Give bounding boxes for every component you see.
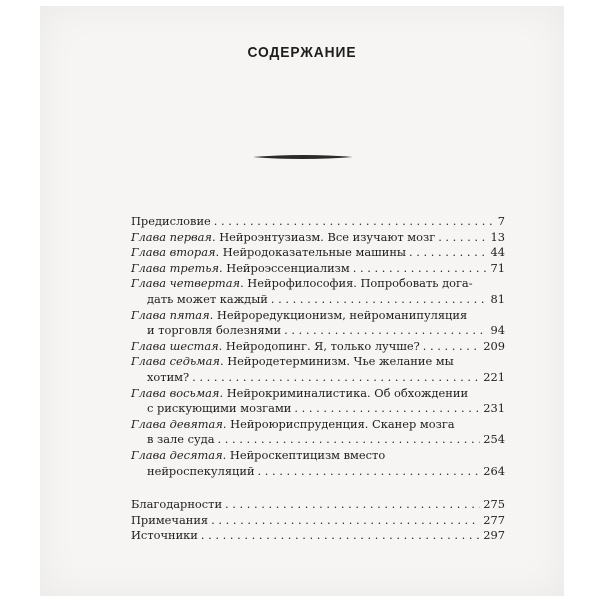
leader-dots: [294, 401, 480, 417]
toc-entry-chapter-4[interactable]: [131, 276, 505, 307]
toc-entry-title: . Нейродетерминизм. Чье желание мы: [219, 354, 454, 369]
leader-dots: [211, 513, 480, 529]
toc-entry-chapter-2[interactable]: [131, 245, 505, 261]
toc-entry-title: . Нейроредукционизм, нейроманипуляция: [209, 307, 468, 322]
toc-entry-chapter-10[interactable]: [131, 448, 505, 479]
toc-entry-title: . Нейрокриминалистика. Об обхождении: [219, 385, 469, 400]
toc-page-number: 13: [490, 229, 505, 244]
toc-entry-acknowledgements[interactable]: [131, 497, 505, 513]
chapter-label: Глава пятая: [131, 307, 210, 322]
toc-entry-chapter-7[interactable]: [131, 354, 505, 385]
leader-dots: [214, 214, 495, 230]
leader-dots: [409, 245, 488, 261]
leader-dots: [423, 339, 481, 355]
toc-page-number: 275: [483, 497, 505, 512]
toc-entry-title-continued: и торговля болезнями: [147, 323, 282, 338]
toc-entry-title: Источники: [131, 528, 198, 543]
chapter-label: Глава первая: [131, 229, 212, 244]
toc-entry-title-continued: дать может каждый: [147, 291, 268, 306]
toc-page-number: 221: [483, 369, 505, 384]
leader-dots: [201, 528, 480, 544]
chapter-label: Глава седьмая: [131, 354, 220, 369]
toc-entry-title-continued: нейроспекуляций: [147, 463, 255, 478]
chapter-label: Глава третья: [131, 260, 220, 275]
toc-entry-title: . Нейроэнтузиазм. Все изучают мозг: [211, 229, 436, 244]
toc-entry-title: . Нейроэссенциализм: [219, 260, 350, 275]
toc-page-number: 7: [497, 214, 505, 228]
ornament-divider: [253, 154, 353, 160]
toc-entry-chapter-8[interactable]: [131, 386, 505, 417]
chapter-label: Глава восьмая: [131, 385, 220, 400]
toc-page-number: 297: [483, 528, 505, 543]
toc-entry-title: Благодарности: [131, 497, 223, 512]
toc-entry-title: Предисловие: [131, 214, 211, 228]
section-spacer: [131, 479, 505, 497]
toc-page-number: 44: [490, 245, 505, 260]
toc-entry-title-continued: хотим?: [147, 369, 190, 384]
toc-page-number: 231: [483, 401, 505, 416]
chapter-label: Глава шестая: [131, 338, 219, 353]
leader-dots: [192, 370, 480, 386]
toc-entry-chapter-5[interactable]: [131, 308, 505, 339]
toc-entry-title: . Нейродоказательные машины: [215, 245, 406, 260]
leader-dots: [353, 261, 488, 277]
toc-entry-sources[interactable]: [131, 528, 505, 544]
toc-entry-title: . Нейроскептицизм вместо: [222, 447, 386, 462]
toc-page-number: 94: [490, 323, 505, 338]
chapter-label: Глава четвертая: [131, 276, 241, 291]
toc-page-number: 209: [483, 338, 505, 353]
toc-page-number: 277: [483, 512, 505, 527]
leader-dots: [218, 432, 481, 448]
chapter-label: Глава вторая: [131, 245, 216, 260]
toc-entry-title-continued: с рискующими мозгами: [147, 401, 292, 416]
leader-dots: [258, 464, 481, 480]
book-page: [40, 6, 564, 596]
leader-dots: [438, 230, 487, 246]
toc-entry-preface[interactable]: [131, 214, 505, 230]
toc-entry-chapter-1[interactable]: [131, 230, 505, 246]
toc-entry-title: . Нейрофилософия. Попробовать дога-: [240, 276, 473, 291]
leader-dots: [225, 497, 480, 513]
chapter-label: Глава десятая: [131, 447, 223, 462]
chapter-label: Глава девятая: [131, 416, 223, 431]
leader-dots: [284, 323, 487, 339]
toc-page-number: 71: [490, 260, 505, 275]
toc-entry-title-continued: в зале суда: [147, 432, 215, 447]
toc-entry-title: . Нейроюриспруденция. Сканер мозга: [222, 416, 455, 431]
toc-page-number: 254: [483, 432, 505, 447]
toc-entry-title: . Нейродопинг. Я, только лучше?: [218, 338, 420, 353]
toc-entry-chapter-6[interactable]: [131, 339, 505, 355]
page-title: СОДЕРЖАНИЕ: [247, 44, 357, 61]
toc-entry-chapter-9[interactable]: [131, 417, 505, 448]
leader-dots: [271, 292, 488, 308]
toc-entry-title: Примечания: [131, 512, 209, 527]
toc-page-number: 264: [483, 463, 505, 478]
table-of-contents: [131, 214, 505, 544]
toc-page-number: 81: [490, 291, 505, 306]
toc-entry-chapter-3[interactable]: [131, 261, 505, 277]
toc-entry-notes[interactable]: [131, 513, 505, 529]
